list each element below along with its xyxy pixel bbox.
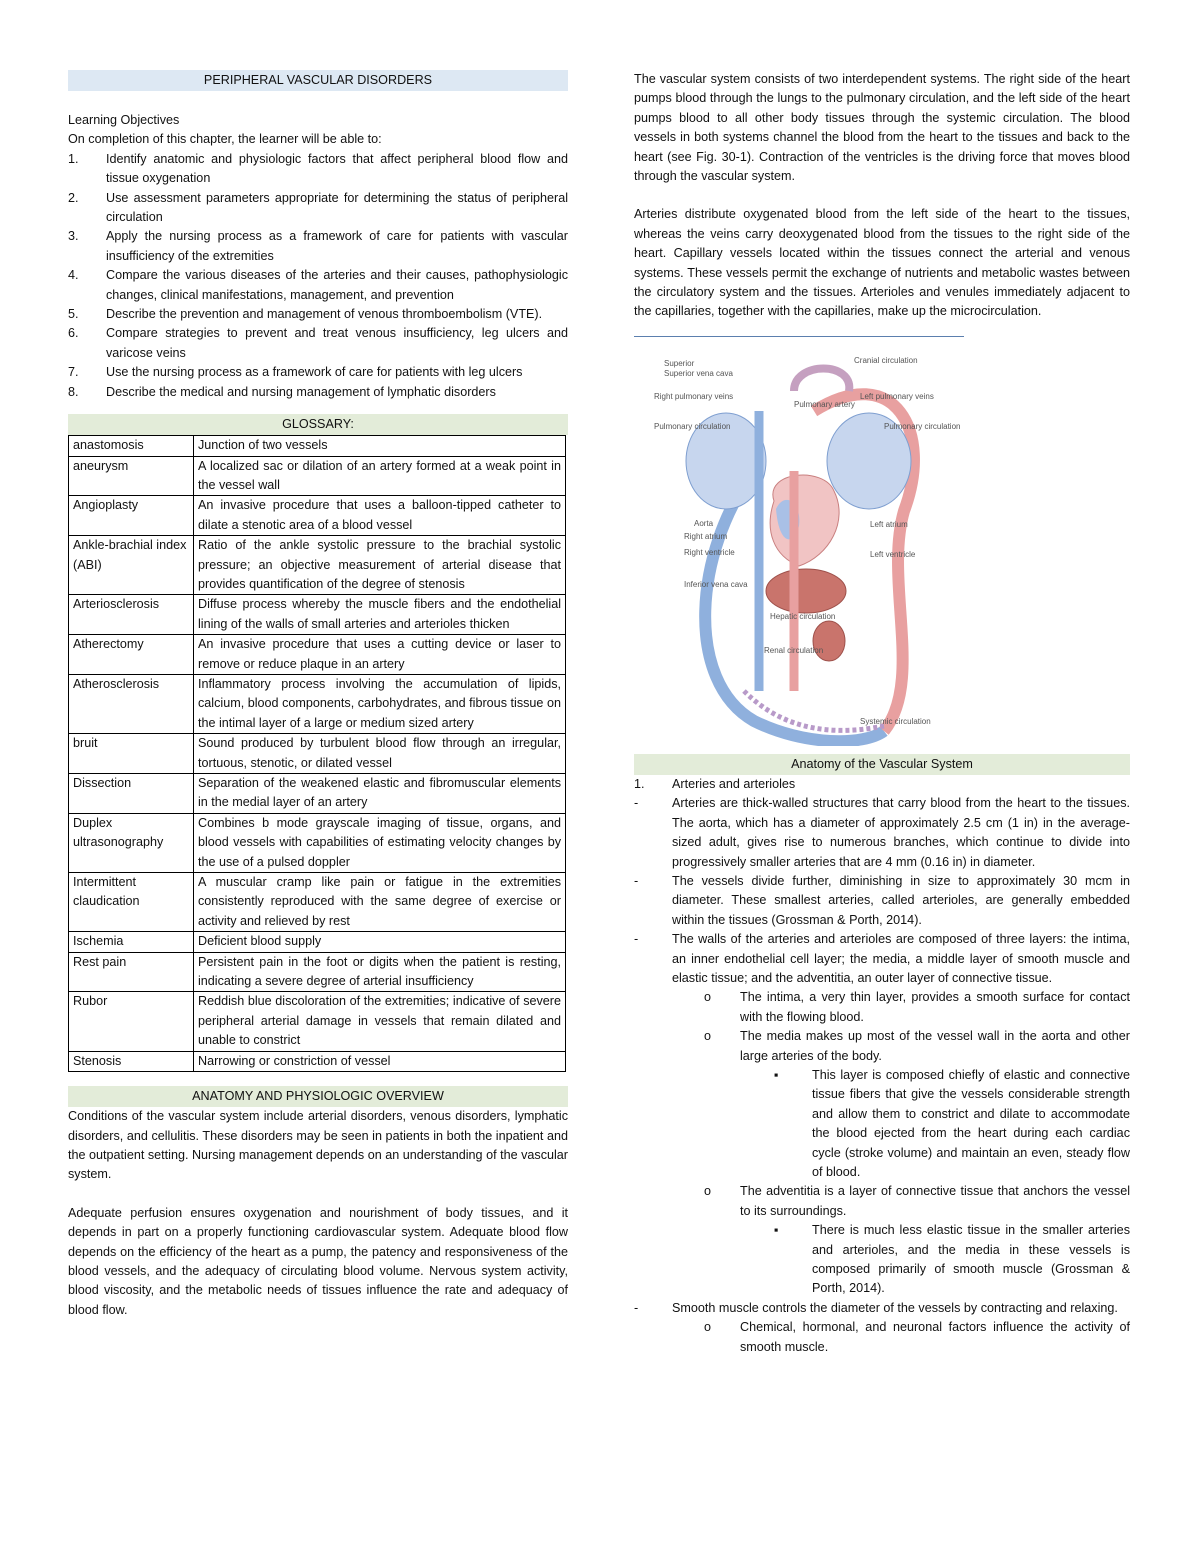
glossary-table	[68, 435, 566, 1072]
glossary-row	[69, 536, 566, 595]
sub-sub-bullet-1	[634, 1066, 1130, 1182]
glossary-term: Rest pain	[69, 952, 194, 992]
objective-item	[68, 227, 568, 266]
bullet-1-text: Arteries are thick-walled structures that carry blood from the heart to the tissues. The aorta, which has a diameter of approximately 2.5 cm (1 in) in the average-sized adult, gives rise to numerous branches, which continue to divide into progressively smaller arteries that are 4 mm (0.16 in) in diameter.	[672, 796, 1130, 869]
objective-text: Compare the various diseases of the arteries and their causes, pathophysiologic changes, clinical manifestations, management, and prevention	[106, 268, 568, 302]
kidney	[813, 621, 845, 661]
objective-number: 3.	[68, 229, 79, 244]
bullet-3	[634, 930, 1130, 988]
objective-number: 8.	[68, 384, 79, 399]
label-pa: Pulmonary artery	[794, 399, 855, 409]
glossary-row	[69, 734, 566, 774]
square-marker: ▪	[774, 1223, 779, 1238]
liver	[766, 569, 846, 613]
objective-item	[68, 324, 568, 363]
objective-item	[68, 383, 568, 402]
glossary-row	[69, 774, 566, 814]
glossary-term: Arteriosclerosis	[69, 595, 194, 635]
glossary-definition: An invasive procedure that uses a cutting device or laser to remove or reduce plaque in an artery	[194, 635, 566, 675]
objective-text: Compare strategies to prevent and treat venous insufficiency, leg ulcers and varicose veins	[106, 326, 568, 360]
sub-bullet-4	[634, 1318, 1130, 1357]
label-rv: Right ventricle	[684, 547, 735, 557]
glossary-term: Angioplasty	[69, 496, 194, 536]
glossary-definition: Reddish blue discoloration of the extremities; indicative of severe peripheral arterial damage in vessels that remain dilated and unable to constrict	[194, 992, 566, 1051]
objective-item	[68, 150, 568, 189]
section-number: 1.	[634, 776, 645, 791]
label-systemic: Systemic circulation	[860, 716, 931, 726]
objective-number: 5.	[68, 307, 79, 322]
circle-marker: o	[704, 1320, 712, 1335]
label-renal: Renal circulation	[764, 645, 824, 655]
label-lpv: Left pulmonary veins	[860, 391, 934, 401]
divider-line	[634, 336, 964, 337]
glossary-term: Atherectomy	[69, 635, 194, 675]
square-marker: ▪	[774, 1067, 779, 1082]
label-la: Left atrium	[870, 519, 908, 529]
glossary-row	[69, 595, 566, 635]
objective-text: Apply the nursing process as a framework of care for patients with vascular insufficiency of the extremities	[106, 229, 568, 263]
glossary-definition: Narrowing or constriction of vessel	[194, 1051, 566, 1071]
glossary-definition: Inflammatory process involving the accumulation of lipids, calcium, blood components, carbohydrates, and fibrous tissue on the intimal layer of a large or medium sized artery	[194, 674, 566, 733]
bullet-1	[634, 794, 1130, 872]
glossary-term: anastomosis	[69, 436, 194, 456]
glossary-row	[69, 635, 566, 675]
sub-bullet-2	[634, 1027, 1130, 1066]
glossary-term: Atherosclerosis	[69, 674, 194, 733]
glossary-row	[69, 932, 566, 952]
objective-number: 2.	[68, 190, 79, 205]
objective-item	[68, 266, 568, 305]
sub-bullet-4-text: Chemical, hormonal, and neuronal factors influence the activity of smooth muscle.	[740, 1320, 1130, 1354]
objectives-heading: Learning Objectives	[68, 113, 180, 127]
sub-bullet-1	[634, 988, 1130, 1027]
glossary-term: Duplex ultrasonography	[69, 813, 194, 872]
label-cranial: Cranial circulation	[854, 355, 918, 365]
label-ra: Right atrium	[684, 531, 728, 541]
objective-text: Use the nursing process as a framework of care for patients with leg ulcers	[106, 365, 523, 380]
dash-marker: -	[634, 932, 639, 947]
label-ivc: Inferior vena cava	[684, 579, 748, 589]
objective-text: Describe the medical and nursing management of lymphatic disorders	[106, 384, 496, 399]
sub-bullet-3-text: The adventitia is a layer of connective tissue that anchors the vessel to its surroundings.	[740, 1184, 1130, 1218]
bullet-2	[634, 872, 1130, 930]
glossary-definition: Sound produced by turbulent blood flow through an irregular, tortuous, stenotic, or dilated vessel	[194, 734, 566, 774]
bullet-4	[634, 1299, 1130, 1318]
glossary-term: Ischemia	[69, 932, 194, 952]
dash-marker: -	[634, 1300, 639, 1315]
bullet-4-text: Smooth muscle controls the diameter of the vessels by contracting and relaxing.	[672, 1300, 1118, 1315]
vascular-paragraph-1: The vascular system consists of two interdependent systems. The right side of the heart pumps blood through the lungs to the pulmonary circulation, and the left side of the heart pumps blood to all other body tissues through the systemic circulation. The blood vessels in both systems channel the blood from the heart to the tissues and back to the heart (see Fig. 30-1). Contraction of the ventricles is the driving force that moves blood through the vascular system.	[634, 72, 1130, 184]
objective-number: 4.	[68, 268, 79, 283]
circle-marker: o	[704, 1184, 712, 1199]
circulation-diagram	[634, 351, 1130, 746]
section-1-heading	[634, 775, 1130, 794]
section-title: Arteries and arterioles	[672, 776, 796, 791]
objective-item	[68, 305, 568, 324]
glossary-term: Intermittent claudication	[69, 873, 194, 932]
overview-paragraph-2: Adequate perfusion ensures oxygenation and nourishment of body tissues, and it depends in part on a properly functioning cardiovascular system. Adequate blood flow depends on the efficiency of the heart as a pump, the patency and responsiveness of the blood vessels, and the adequacy of circulating blood volume. Nervous system activity, blood viscosity, and the metabolic needs of tissues influence the rate and adequacy of blood flow.	[68, 1205, 568, 1317]
glossary-row	[69, 952, 566, 992]
glossary-row	[69, 456, 566, 496]
glossary-term: Dissection	[69, 774, 194, 814]
objective-text: Describe the prevention and management of venous thromboembolism (VTE).	[106, 307, 543, 322]
anatomy-heading: Anatomy of the Vascular System	[634, 754, 1130, 775]
label-hepatic: Hepatic circulation	[770, 611, 836, 621]
objective-item	[68, 363, 568, 382]
glossary-definition: An invasive procedure that uses a balloon-tipped catheter to dilate a stenotic area of a blood vessel	[194, 496, 566, 536]
left-column	[68, 70, 568, 1320]
cranial-loop	[794, 368, 849, 391]
glossary-row	[69, 436, 566, 456]
label-rpv: Right pulmonary veins	[654, 391, 734, 401]
label-pulc: Pulmonary circulation	[654, 421, 731, 431]
glossary-definition: Persistent pain in the foot or digits when the patient is resting, indicating a severe degree of arterial insufficiency	[194, 952, 566, 992]
vascular-paragraph-2: Arteries distribute oxygenated blood from the left side of the heart to the tissues, whereas the veins carry deoxygenated blood from the tissues to the right side of the heart. Capillary vessels located within the tissues connect the arterial and venous systems. These vessels permit the exchange of nutrients and metabolic wastes between the circulatory system and the tissues. Arterioles and venules immediately adjacent to the capillaries, together with the capillaries, make up the microcirculation.	[634, 207, 1130, 319]
glossary-definition: Diffuse process whereby the muscle fibers and the endothelial lining of the walls of small arteries and arterioles thicken	[194, 595, 566, 635]
glossary-definition: Junction of two vessels	[194, 436, 566, 456]
bullet-3-text: The walls of the arteries and arterioles are composed of three layers: the intima, an inner endothelial cell layer; the media, a middle layer of smooth muscle and elastic tissue; and the adventitia, an outer layer of connective tissue.	[672, 932, 1130, 985]
sub-sub-bullet-2	[634, 1221, 1130, 1299]
objectives-intro: On completion of this chapter, the learner will be able to:	[68, 132, 382, 147]
overview-heading: ANATOMY AND PHYSIOLOGIC OVERVIEW	[68, 1086, 568, 1107]
glossary-row	[69, 1051, 566, 1071]
glossary-row	[69, 813, 566, 872]
sub-sub-bullet-1-text: This layer is composed chiefly of elastic and connective tissue fibers that give the vessels considerable strength and allow them to constrict and dilate to accommodate the blood ejected from the heart during each cardiac cycle (stroke volume) and maintain an even, steady flow of blood.	[812, 1067, 1130, 1179]
sub-bullet-1-text: The intima, a very thin layer, provides a smooth surface for contact with the flowing blood.	[740, 990, 1130, 1024]
glossary-row	[69, 992, 566, 1051]
glossary-heading: GLOSSARY:	[68, 414, 568, 435]
glossary-term: Ankle-brachial index (ABI)	[69, 536, 194, 595]
objective-number: 6.	[68, 326, 79, 341]
glossary-term: Rubor	[69, 992, 194, 1051]
objective-text: Identify anatomic and physiologic factors that affect peripheral blood flow and tissue oxygenation	[106, 151, 568, 186]
glossary-definition: Deficient blood supply	[194, 932, 566, 952]
label-aorta: Aorta	[694, 518, 714, 528]
dash-marker: -	[634, 873, 639, 888]
overview-paragraph-1: Conditions of the vascular system include arterial disorders, venous disorders, lymphatic disorders, and cellulitis. These disorders may be seen in patients in both the inpatient and the outpatient setting. Nursing management depends on an understanding of the vascular system.	[68, 1109, 568, 1182]
objective-number: 1.	[68, 151, 79, 166]
page-title: PERIPHERAL VASCULAR DISORDERS	[68, 70, 568, 91]
glossary-definition: Combines b mode grayscale imaging of tissue, organs, and blood vessels with capabilities of estimating velocity changes by the use of a pulsed doppler	[194, 813, 566, 872]
sub-sub-bullet-2-text: There is much less elastic tissue in the smaller arteries and arterioles, and the media in these vessels is composed primarily of smooth muscle (Grossman & Porth, 2014).	[812, 1223, 1130, 1296]
dash-marker: -	[634, 796, 639, 811]
right-column	[634, 70, 1130, 1357]
glossary-row	[69, 674, 566, 733]
circle-marker: o	[704, 1029, 712, 1044]
objective-text: Use assessment parameters appropriate for determining the status of peripheral circulation	[106, 190, 568, 225]
glossary-term: bruit	[69, 734, 194, 774]
bullet-2-text: The vessels divide further, diminishing in size to approximately 30 mcm in diameter. These smallest arteries, called arterioles, are generally embedded within the tissues (Grossman & Porth, 2014).	[672, 873, 1130, 927]
objective-item	[68, 189, 568, 228]
label-svc: Superior vena cava	[664, 368, 733, 378]
glossary-row	[69, 496, 566, 536]
glossary-term: Stenosis	[69, 1051, 194, 1071]
circle-marker: o	[704, 990, 712, 1005]
glossary-definition: Ratio of the ankle systolic pressure to the brachial systolic pressure; an objective measurement of arterial disease that provides quantification of the degree of stenosis	[194, 536, 566, 595]
label-pulc2: Pulmonary circulation	[884, 421, 961, 431]
glossary-definition: A localized sac or dilation of an artery formed at a weak point in the vessel wall	[194, 456, 566, 496]
objectives-list	[68, 150, 568, 402]
label-lv: Left ventricle	[870, 549, 916, 559]
sub-bullet-3	[634, 1182, 1130, 1221]
sub-bullet-2-text: The media makes up most of the vessel wall in the aorta and other large arteries of the body.	[740, 1029, 1130, 1063]
objective-number: 7.	[68, 365, 79, 380]
glossary-definition: A muscular cramp like pain or fatigue in the extremities consistently reproduced with the same degree of exercise or activity and relieved by rest	[194, 873, 566, 932]
glossary-term: aneurysm	[69, 456, 194, 496]
glossary-row	[69, 873, 566, 932]
glossary-definition: Separation of the weakened elastic and fibromuscular elements in the medial layer of an artery	[194, 774, 566, 814]
label-svc-1: Superior	[664, 358, 695, 368]
